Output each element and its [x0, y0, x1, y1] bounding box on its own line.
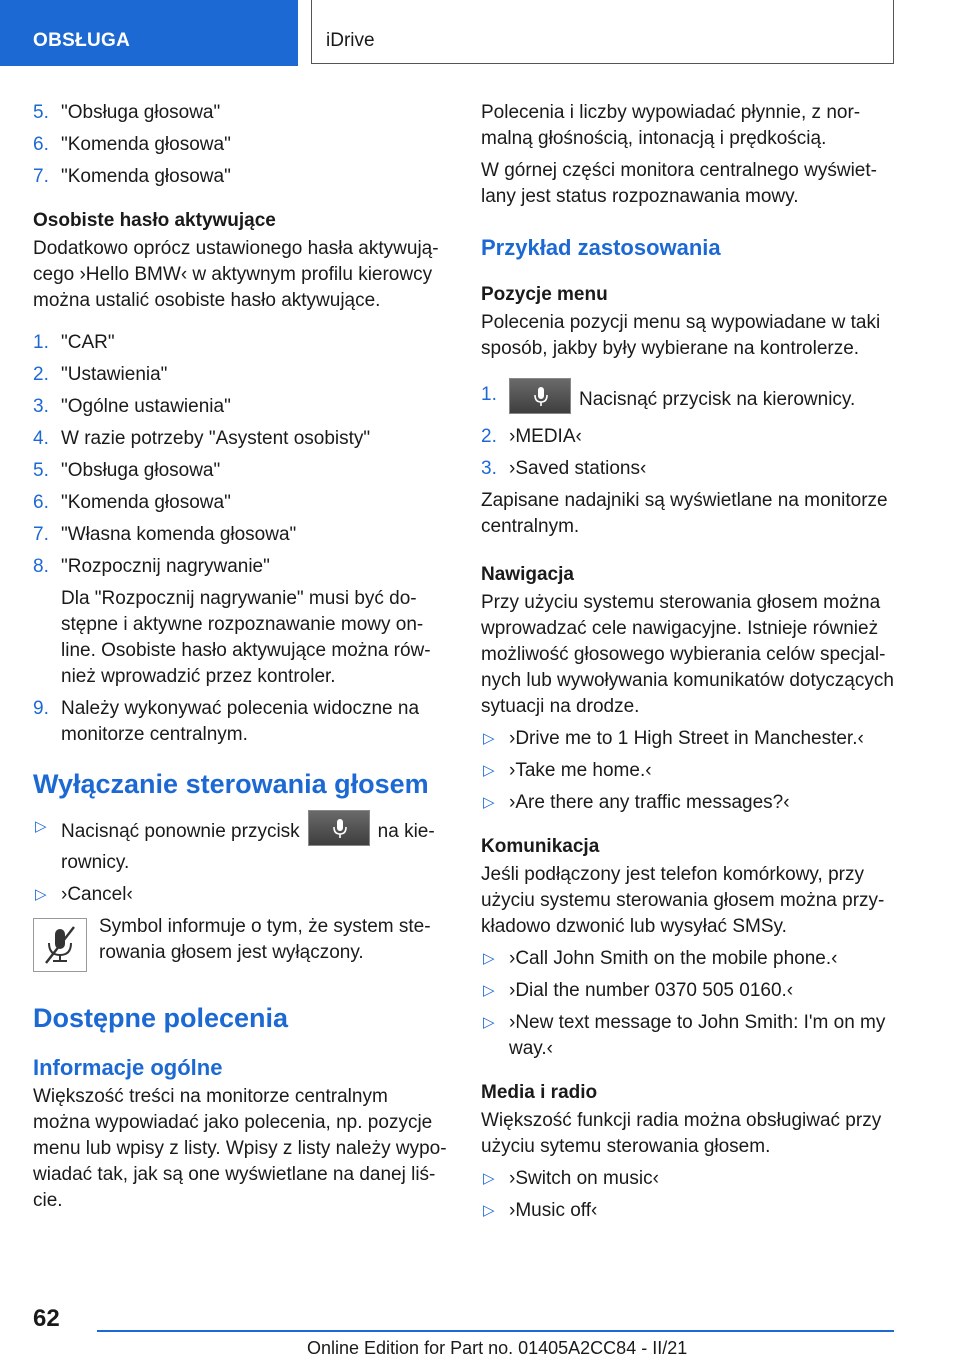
media-heading: Media i radio [481, 1082, 598, 1103]
comm-heading: Komunikacja [481, 836, 600, 857]
bullet-triangle-icon: ▷ [35, 818, 47, 835]
list-item: 5. "Obsługa głosowa" [33, 460, 221, 481]
nav-text: Przy użyciu systemu sterowania głosem można wprowadzać cele nawigacyjne. Istnieje również możliwość głosowego wybierania celów specjal-nych lub wywoływania komunikatów dotyczących sytuacji na drodze. [481, 592, 894, 717]
menu-after-text: Zapisane nadajniki są wyświetlane na monitorze centralnym. [481, 490, 888, 537]
example-heading: Przykład zastosowania [481, 235, 721, 260]
bullet-triangle-icon: ▷ [483, 730, 495, 747]
comm-text: Jeśli podłączony jest telefon komórkowy, przy użyciu systemu sterowania głosem można przy-kładowo dzwonić lub wysyłać SMSy. [481, 864, 885, 937]
list-item: 9. Należy wykonywać polecenia widoczne na monitorze centralnym. [33, 698, 420, 745]
bullet-triangle-icon: ▷ [483, 950, 495, 967]
commands-heading: Dostępne polecenia [33, 1003, 289, 1033]
general-text: Większość treści na monitorze centralnym można wypowiadać jako polecenia, np. pozycje menu lub wpisy z listy. Wpisy z listy należy wypo-wiadać tak, jak są one wyświetlane na danej liś-cie. [33, 1086, 447, 1211]
voice-steps-list-a [33, 100, 448, 190]
header-chapter-box [311, 0, 894, 64]
header-section-label: OBSŁUGA [33, 30, 131, 51]
microphone-button-icon [308, 810, 370, 846]
microphone-off-icon [33, 918, 87, 972]
list-item: 1. "CAR" [33, 332, 115, 353]
nav-heading: Nawigacja [481, 564, 574, 585]
list-item: 4. W razie potrzeby "Asystent osobisty" [33, 428, 371, 449]
list-item: ▷ ›Take me home.‹ [481, 758, 901, 784]
list-item: 3. ›Saved stations‹ [481, 458, 647, 479]
list-item: 1. Nacisnąć przycisk na kierownicy. [481, 382, 901, 418]
right-column [481, 100, 901, 1230]
bullet-triangle-icon: ▷ [483, 794, 495, 811]
personal-heading: Osobiste hasło aktywujące [33, 210, 276, 231]
nav-list [481, 726, 901, 816]
bullet-triangle-icon: ▷ [483, 1170, 495, 1187]
list-item: 8. "Rozpocznij nagrywanie" Dla "Rozpocznij nagrywanie" musi być do-stępne i aktywne rozpoznawanie mowy on-line. Osobiste hasło aktywujące można rów-nież wprowadzić przez kontroler. [33, 554, 448, 690]
footer-edition: Online Edition for Part no. 01405A2CC84 - II/21 [307, 1338, 688, 1358]
list-item: ▷ ›Dial the number 0370 505 0160.‹ [481, 978, 901, 1004]
menu-steps-list [481, 382, 901, 482]
header-section-tab [0, 0, 298, 66]
list-item: 6. "Komenda głosowa" [33, 492, 231, 513]
list-item: ▷ ›Switch on music‹ [481, 1166, 901, 1192]
header-chapter-label: iDrive [326, 30, 375, 51]
voice-steps-list-b [33, 330, 448, 748]
list-item: 7. "Komenda głosowa" [33, 166, 231, 187]
list-item: 6. "Komenda głosowa" [33, 134, 231, 155]
general-heading: Informacje ogólne [33, 1055, 223, 1080]
list-item: 2. "Ustawienia" [33, 364, 168, 385]
bullet-triangle-icon: ▷ [483, 1202, 495, 1219]
list-item: 2. ›MEDIA‹ [481, 426, 582, 447]
left-column [33, 100, 448, 1214]
list-item: ▷ ›Are there any traffic messages?‹ [481, 790, 901, 816]
bullet-triangle-icon: ▷ [483, 982, 495, 999]
list-item: ▷ ›Drive me to 1 High Street in Manchester.‹ [481, 726, 901, 752]
media-text: Większość funkcji radia można obsługiwać przy użyciu sytemu sterowania głosem. [481, 1110, 882, 1157]
off-list [33, 814, 448, 908]
media-list [481, 1166, 901, 1224]
list-item: 5. "Obsługa głosowa" [33, 102, 221, 123]
symbol-text: Symbol informuje o tym, że system ste-rowania głosem jest wyłączony. [99, 916, 431, 963]
list-item: ▷ ›Cancel‹ [33, 882, 448, 908]
intro-text-2: W górnej części monitora centralnego wyświet-lany jest status rozpoznawania mowy. [481, 160, 877, 207]
off-heading: Wyłączanie sterowania głosem [33, 769, 429, 799]
list-item-note: Dla "Rozpocznij nagrywanie" musi być do-stępne i aktywne rozpoznawanie mowy on-line. Osobiste hasło aktywujące można rów-nież wprowadzić przez kontroler. [61, 588, 431, 687]
page-number: 62 [33, 1305, 60, 1332]
bullet-triangle-icon: ▷ [483, 762, 495, 779]
bullet-triangle-icon: ▷ [35, 886, 47, 903]
list-item: ▷ Nacisnąć ponownie przycisk na kie-rownicy. [33, 814, 448, 876]
personal-text: Dodatkowo oprócz ustawionego hasła aktywują-cego ›Hello BMW‹ w aktywnym profilu kierowcy można ustalić osobiste hasło aktywujące. [33, 238, 439, 311]
list-item: 3. "Ogólne ustawienia" [33, 396, 231, 417]
menu-heading: Pozycje menu [481, 284, 608, 305]
footer-divider [97, 1330, 894, 1332]
menu-text: Polecenia pozycji menu są wypowiadane w taki sposób, jakby były wybierane na kontrolerze. [481, 312, 881, 359]
microphone-button-icon [509, 378, 571, 414]
bullet-triangle-icon: ▷ [483, 1014, 495, 1031]
list-item: ▷ ›New text message to John Smith: I'm on my way.‹ [483, 1012, 886, 1059]
list-item: 7. "Własna komenda głosowa" [33, 524, 297, 545]
list-item: ▷ ›Music off‹ [481, 1198, 901, 1224]
list-item: ▷ ›Call John Smith on the mobile phone.‹ [481, 946, 901, 972]
voice-off-symbol-row [33, 914, 448, 972]
intro-text-1: Polecenia i liczby wypowiadać płynnie, z nor-malną głośnością, intonacją i prędkością. [481, 102, 861, 149]
comm-list [481, 946, 901, 1062]
